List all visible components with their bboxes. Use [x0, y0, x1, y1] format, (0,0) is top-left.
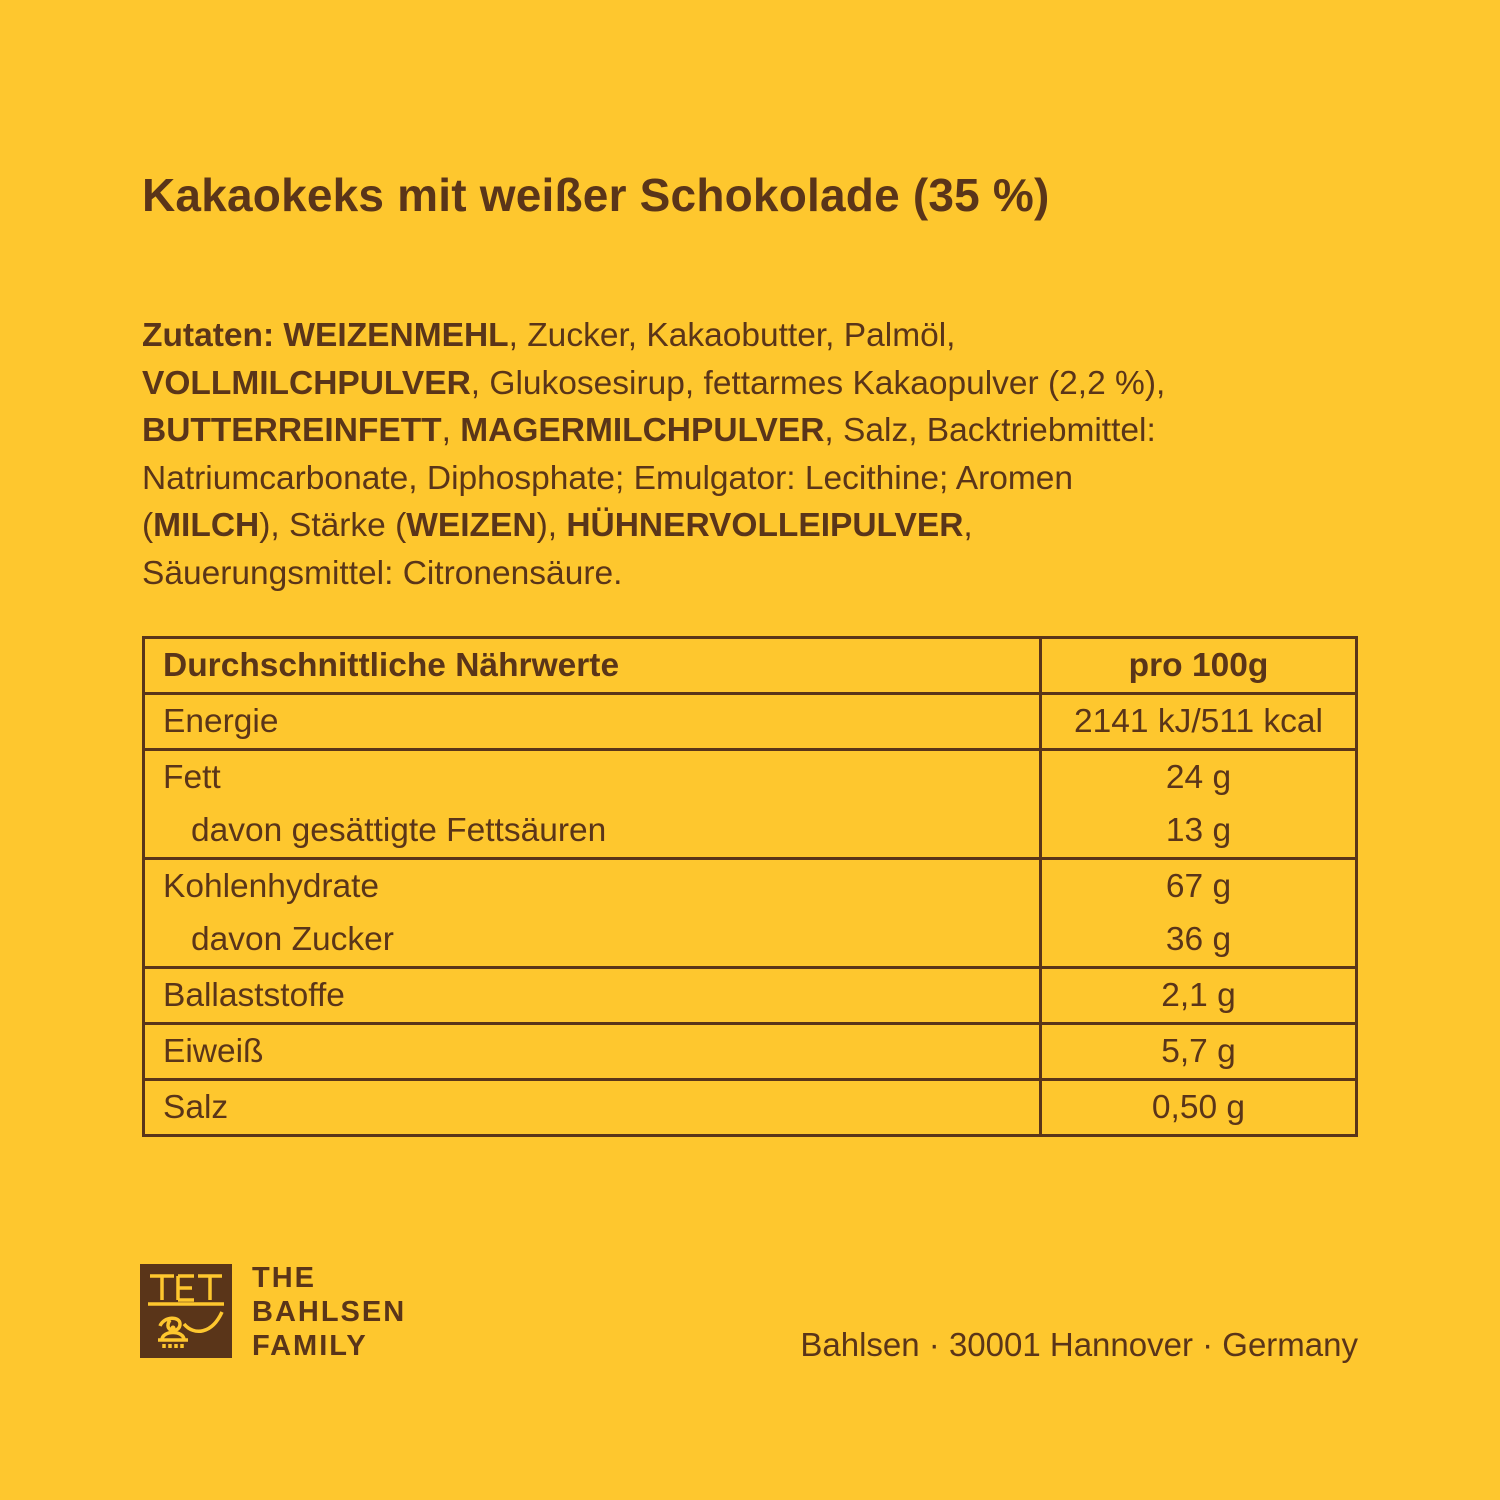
nutrient-label: davon gesättigte Fettsäuren [191, 812, 607, 849]
nutrient-label-cell [144, 859, 1041, 968]
ingredient-text: , [441, 412, 461, 449]
nutrition-row [144, 968, 1357, 1024]
nutrient-label: Fett [163, 759, 221, 796]
nutrient-value: 5,7 g [1161, 1033, 1236, 1070]
ingredient-allergen: MILCH [153, 507, 260, 544]
nutrient-label: Energie [163, 703, 279, 740]
nutrition-header-row [144, 638, 1357, 694]
ingredient-text: , [963, 507, 973, 544]
ingredient-allergen: BUTTERREINFETT [142, 412, 442, 449]
ingredient-allergen: WEIZEN [406, 507, 537, 544]
nutrient-label-cell [144, 750, 1041, 859]
nutrition-header-label: Durchschnittliche Nährwerte [144, 638, 1041, 694]
ingredients-line [142, 550, 1372, 598]
nutrition-table [142, 636, 1358, 1137]
nutrient-label: davon Zucker [191, 921, 394, 958]
nutrition-row [144, 694, 1357, 750]
nutrient-value-cell [1041, 1080, 1357, 1136]
nutrient-value-cell [1041, 968, 1357, 1024]
nutrition-header-value: pro 100g [1041, 638, 1357, 694]
ingredients-line [142, 455, 1372, 503]
nutrient-label: Eiweiß [163, 1033, 264, 1070]
bahlsen-tet-logo-icon [140, 1264, 232, 1358]
ingredients-line [142, 407, 1372, 455]
nutrient-value: 36 g [1165, 921, 1232, 958]
nutrient-value: 13 g [1165, 812, 1232, 849]
nutrient-value-cell [1041, 1024, 1357, 1080]
nutrient-value: 2141 kJ/511 kcal [1074, 703, 1323, 740]
nutrient-label: Kohlenhydrate [163, 868, 380, 905]
ingredients-line [142, 312, 1372, 360]
ingredient-text: Säuerungsmittel: Citronensäure. [142, 554, 623, 592]
ingredient-text: , Zucker, Kakaobutter, Palmöl, [508, 317, 956, 354]
nutrient-value-cell [1041, 750, 1357, 859]
nutrient-value-cell [1041, 859, 1357, 968]
ingredient-text: , Salz, Backtriebmittel: [824, 412, 1156, 449]
ingredient-text: , Glukosesirup, fettarmes Kakaopulver (2,2 %), [470, 364, 1166, 402]
nutrient-label-cell [144, 1024, 1041, 1080]
ingredient-text: ), Stärke ( [259, 507, 407, 544]
ingredients-text [142, 312, 1372, 597]
ingredient-allergen: HÜHNERVOLLEIPULVER [566, 507, 964, 544]
ingredients-line [142, 360, 1372, 408]
nutrient-value: 2,1 g [1161, 977, 1236, 1014]
nutrient-value-cell [1041, 694, 1357, 750]
nutrient-value: 0,50 g [1151, 1089, 1246, 1126]
ingredient-text: ( [142, 507, 154, 544]
nutrient-label-cell [144, 968, 1041, 1024]
ingredients-line [142, 502, 1372, 550]
product-title: Kakaokeks mit weißer Schokolade (35 %) [142, 169, 1050, 221]
wordmark-line: FAMILY [252, 1330, 368, 1362]
nutrition-row [144, 1024, 1357, 1080]
ingredient-text: Natriumcarbonate, Diphosphate; Emulgator: Lecithine; Aromen [142, 459, 1074, 497]
ingredient-allergen: MAGERMILCHPULVER [460, 412, 825, 449]
ingredient-allergen: Zutaten: WEIZENMEHL [142, 317, 509, 354]
bahlsen-wordmark [252, 1261, 406, 1363]
nutrition-row [144, 750, 1357, 859]
manufacturer-address: Bahlsen · 30001 Hannover · Germany [800, 1326, 1358, 1363]
nutrient-label-cell [144, 694, 1041, 750]
ingredient-allergen: VOLLMILCHPULVER [142, 364, 471, 402]
nutrient-label-cell [144, 1080, 1041, 1136]
nutrient-label: Ballaststoffe [163, 977, 345, 1014]
ingredient-text: ), [536, 507, 567, 544]
wordmark-line: THE [252, 1262, 316, 1294]
nutrient-value: 24 g [1165, 759, 1232, 796]
nutrient-value: 67 g [1165, 868, 1232, 905]
nutrition-row [144, 859, 1357, 968]
nutrition-row [144, 1080, 1357, 1136]
bahlsen-logo [140, 1264, 406, 1363]
wordmark-line: BAHLSEN [252, 1296, 407, 1328]
nutrient-label: Salz [163, 1089, 229, 1126]
